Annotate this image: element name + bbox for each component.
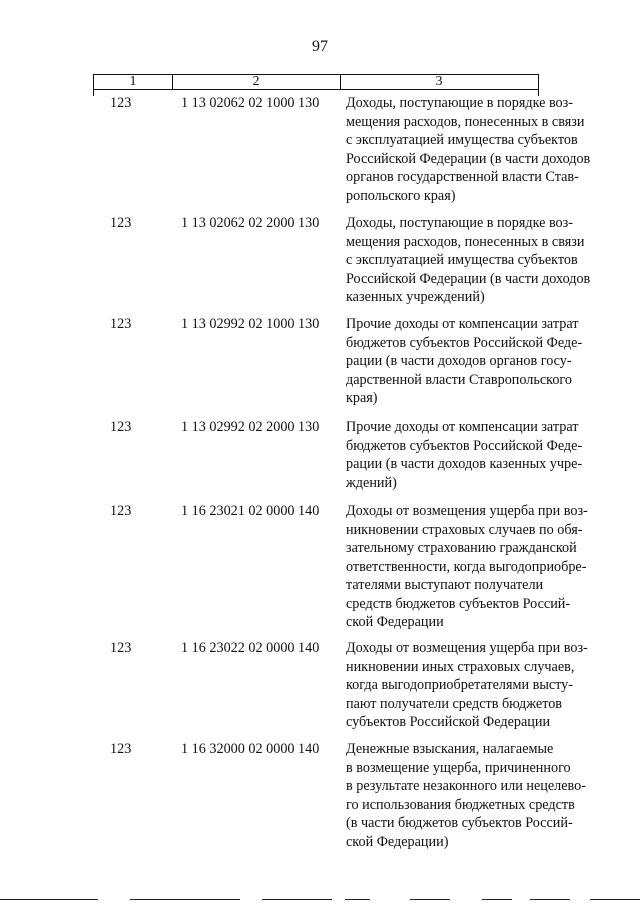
description-line: бюджетов субъектов Российской Феде- [346,437,583,454]
page-number: 97 [312,38,328,55]
revenue-description [346,315,616,408]
revenue-code: 1 13 02992 02 2000 130 [181,419,320,435]
admin-code: 123 [110,503,132,519]
description-line: тателями выступают получатели [346,577,544,593]
revenue-code: 1 13 02062 02 2000 130 [181,215,320,231]
header-col-1: 1 [94,75,173,89]
table-left-border-stub [93,90,94,96]
revenue-code: 1 16 23021 02 0000 140 [181,503,320,519]
revenue-description [346,94,616,205]
description-line: с эксплуатацией имущества субъектов [346,132,578,148]
admin-code: 123 [110,741,132,757]
table-header [93,74,539,90]
description-line: субъектов Российской Федерации [346,714,551,730]
description-line: с эксплуатацией имущества субъектов [346,252,578,268]
revenue-description [346,740,616,851]
description-line: мещения расходов, понесенных в связи [346,233,585,250]
description-line: рации (в части доходов органов госу- [346,353,572,369]
admin-code: 123 [110,316,132,332]
description-line: Доходы от возмещения ущерба при воз- [346,503,588,519]
admin-code: 123 [110,95,132,111]
description-line: ской Федерации) [346,833,449,850]
admin-code: 123 [110,419,132,435]
description-line: Прочие доходы от компенсации затрат [346,419,579,435]
description-line: зательному страхованию гражданской [346,540,577,556]
revenue-code: 1 16 32000 02 0000 140 [181,741,320,757]
description-line: бюджетов субъектов Российской Феде- [346,334,583,351]
description-line: мещения расходов, понесенных в связи [346,113,585,130]
description-line: органов государственной власти Став- [346,169,579,185]
description-line: Денежные взыскания, налагаемые [346,741,554,757]
admin-code: 123 [110,640,132,656]
header-col-3: 3 [435,74,443,89]
revenue-code: 1 16 23022 02 0000 140 [181,640,320,656]
description-line: дарственной власти Ставропольского [346,371,572,388]
header-col-2: 2 [172,75,341,89]
revenue-description [346,214,616,307]
description-line: казенных учреждений) [346,289,485,305]
description-line: Доходы, поступающие в порядке воз- [346,215,573,231]
admin-code: 123 [110,215,132,231]
description-line: Российской Федерации (в части доходов [346,150,591,167]
revenue-code: 1 13 02992 02 1000 130 [181,316,320,332]
description-line: ской Федерации [346,614,444,630]
description-line: ропольского края) [346,187,456,204]
description-line: (в части бюджетов субъектов Россий- [346,815,573,831]
revenue-description [346,639,616,732]
revenue-description [346,418,616,492]
description-line: никновении иных страховых случаев, [346,658,575,675]
description-line: в результате незаконного или нецелево- [346,778,586,794]
revenue-code: 1 13 02062 02 1000 130 [181,95,320,111]
description-line: никновении страховых случаев по обя- [346,521,583,538]
description-line: ответственности, когда выгодоприобре- [346,558,587,575]
description-line: в возмещение ущерба, причиненного [346,759,571,776]
description-line: Российской Федерации (в части доходов [346,270,591,287]
description-line: ждений) [346,474,397,491]
description-line: го использования бюджетных средств [346,796,575,813]
description-line: средств бюджетов субъектов Россий- [346,595,571,612]
revenue-description [346,502,616,632]
description-line: края) [346,390,378,406]
description-line: Доходы, поступающие в порядке воз- [346,95,573,111]
description-line: рации (в части доходов казенных учре- [346,456,583,472]
description-line: когда выгодоприобретателями высту- [346,677,573,693]
description-line: Доходы от возмещения ущерба при воз- [346,640,588,656]
description-line: Прочие доходы от компенсации затрат [346,316,579,332]
description-line: пают получатели средств бюджетов [346,695,562,712]
